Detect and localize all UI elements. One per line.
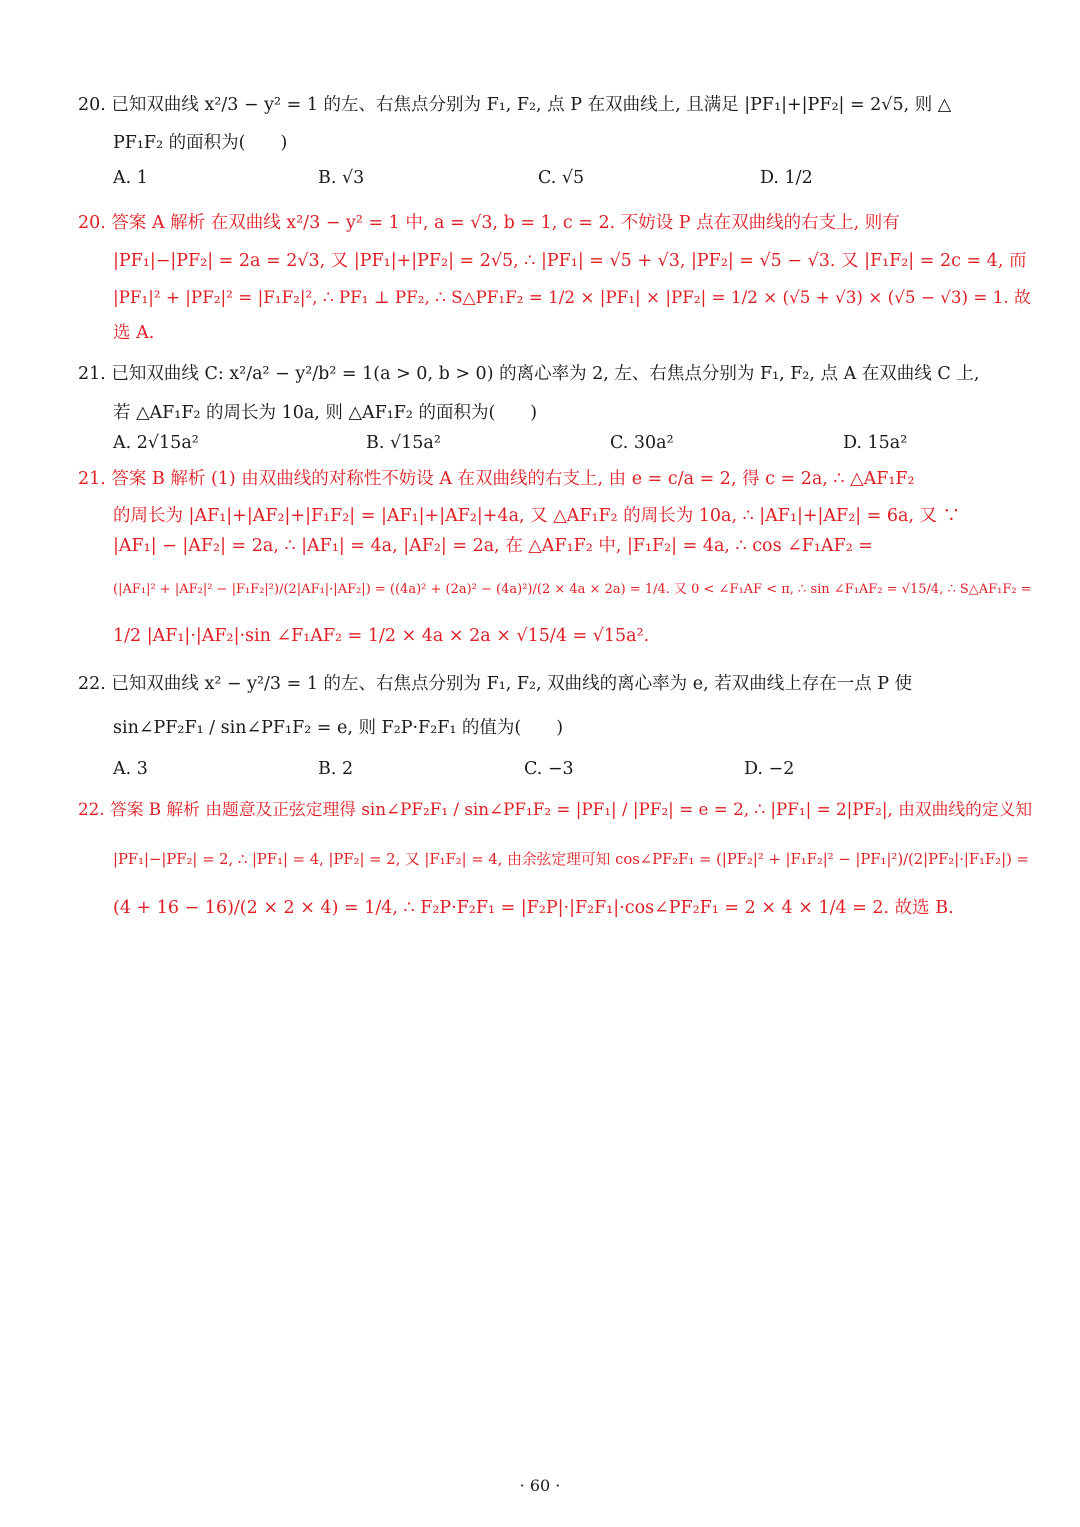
question-21-line-1: 21. 已知双曲线 C: x²/a² − y²/b² = 1(a > 0, b > 0) 的离心率为 2, 左、右焦点分别为 F₁, F₂, 点 A 在双曲线 C 上,: [78, 364, 980, 384]
option-21-b: B. √15a²: [366, 433, 441, 453]
option-20-a: A. 1: [113, 168, 148, 188]
answer-22-line-2: |PF₁|−|PF₂| = 2, ∴ |PF₁| = 4, |PF₂| = 2, 又 |F₁F₂| = 4, 由余弦定理可知 cos∠PF₂F₁ = (|PF₂|² + |F₁F₂|² − |PF₁|²)/(2|PF₂|·|F₁F₂|) =: [113, 851, 1029, 868]
option-20-b: B. √3: [318, 168, 365, 188]
option-21-a: A. 2√15a²: [113, 433, 199, 453]
answer-20-line-4: 选 A.: [113, 323, 155, 343]
answer-21-line-1: 21. 答案 B 解析 (1) 由双曲线的对称性不妨设 A 在双曲线的右支上, 由 e = c/a = 2, 得 c = 2a, ∴ △AF₁F₂: [78, 469, 915, 489]
option-22-d: D. −2: [744, 759, 795, 779]
answer-20-line-3: |PF₁|² + |PF₂|² = |F₁F₂|², ∴ PF₁ ⊥ PF₂, ∴ S△PF₁F₂ = 1/2 × |PF₁| × |PF₂| = 1/2 × (√5 + √3) × (√5 − √3) = 1. 故: [113, 287, 1031, 307]
answer-21-line-3: |AF₁| − |AF₂| = 2a, ∴ |AF₁| = 4a, |AF₂| = 2a, 在 △AF₁F₂ 中, |F₁F₂| = 4a, ∴ cos ∠F₁AF₂ =: [113, 536, 873, 556]
question-20-line-2: PF₁F₂ 的面积为( ): [113, 133, 288, 153]
question-22-line-1: 22. 已知双曲线 x² − y²/3 = 1 的左、右焦点分别为 F₁, F₂, 双曲线的离心率为 e, 若双曲线上存在一点 P 使: [78, 674, 913, 694]
answer-22-line-1: 22. 答案 B 解析 由题意及正弦定理得 sin∠PF₂F₁ / sin∠PF₁F₂ = |PF₁| / |PF₂| = e = 2, ∴ |PF₁| = 2|PF₂|, 由双曲线的定义知: [78, 799, 1033, 819]
answer-21-line-4: (|AF₁|² + |AF₂|² − |F₁F₂|²)/(2|AF₁|·|AF₂|) = ((4a)² + (2a)² − (4a)²)/(2 × 4a × 2a) = 1/4. 又 0 < ∠F₁AF < π, ∴ sin ∠F₁AF₂ = √15/4, ∴ S△AF₁F₂ =: [113, 582, 1032, 597]
option-22-b: B. 2: [318, 759, 354, 779]
page-number: · 60 ·: [519, 1476, 561, 1495]
question-22-line-2: sin∠PF₂F₁ / sin∠PF₁F₂ = e, 则 F₂P·F₂F₁ 的值为( ): [113, 718, 564, 738]
option-22-a: A. 3: [113, 759, 148, 779]
option-22-c: C. −3: [524, 759, 574, 779]
question-21-line-2: 若 △AF₁F₂ 的周长为 10a, 则 △AF₁F₂ 的面积为( ): [113, 403, 538, 423]
answer-21-line-2: 的周长为 |AF₁|+|AF₂|+|F₁F₂| = |AF₁|+|AF₂|+4a, 又 △AF₁F₂ 的周长为 10a, ∴ |AF₁|+|AF₂| = 6a, 又 ∵: [113, 506, 961, 526]
option-21-d: D. 15a²: [843, 433, 908, 453]
question-20-line-1: 20. 已知双曲线 x²/3 − y² = 1 的左、右焦点分别为 F₁, F₂, 点 P 在双曲线上, 且满足 |PF₁|+|PF₂| = 2√5, 则 △: [78, 95, 952, 115]
option-21-c: C. 30a²: [610, 433, 674, 453]
answer-20-line-2: |PF₁|−|PF₂| = 2a = 2√3, 又 |PF₁|+|PF₂| = 2√5, ∴ |PF₁| = √5 + √3, |PF₂| = √5 − √3. 又 |F₁F₂| = 2c = 4, 而: [113, 251, 1027, 271]
answer-22-line-3: (4 + 16 − 16)/(2 × 2 × 4) = 1/4, ∴ F₂P·F₂F₁ = |F₂P|·|F₂F₁|·cos∠PF₂F₁ = 2 × 4 × 1/4 = 2. 故选 B.: [113, 898, 954, 918]
option-20-d: D. 1/2: [760, 168, 813, 188]
answer-21-line-5: 1/2 |AF₁|·|AF₂|·sin ∠F₁AF₂ = 1/2 × 4a × 2a × √15/4 = √15a².: [113, 626, 650, 646]
option-20-c: C. √5: [538, 168, 585, 188]
answer-20-line-1: 20. 答案 A 解析 在双曲线 x²/3 − y² = 1 中, a = √3, b = 1, c = 2. 不妨设 P 点在双曲线的右支上, 则有: [78, 213, 900, 233]
